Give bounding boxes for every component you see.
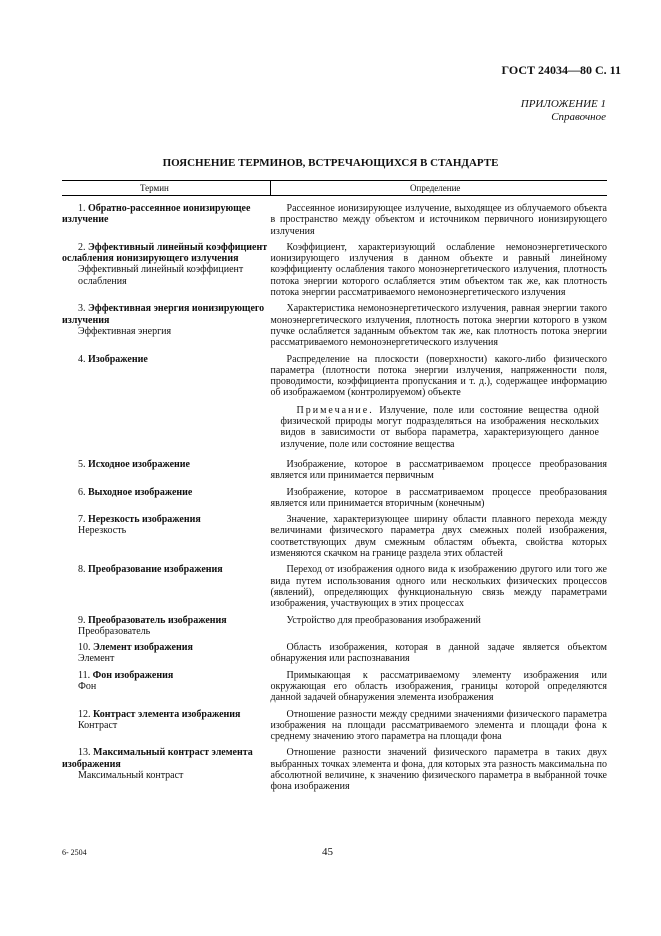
term-main	[62, 747, 271, 770]
term-cell	[62, 237, 271, 298]
term-main	[62, 709, 271, 720]
term-main	[62, 459, 271, 470]
term-short-form: Максимальный контраст	[78, 770, 184, 782]
definition-cell	[271, 742, 607, 792]
term-cell	[62, 742, 271, 792]
definition-text: Переход от изображения одного вида к изображению другого или того же вида путем использования одного или нескольких физических процессов (явлений), определяющих функциональную связь между параметрами изображения, участвующих в этих процессах	[270, 564, 607, 610]
table-row	[62, 610, 607, 638]
term-name: Преобразование изображения	[88, 564, 223, 576]
table-row	[62, 298, 607, 348]
definition-cell	[271, 704, 607, 743]
note-text: Излучение, поле или состояние вещества одной физической природы могут подразделяться на изображения нескольких видов в зависимости от выбора параметра, характеризующего данное излучение, поле или состояние вещества	[280, 404, 600, 450]
term-cell	[62, 454, 271, 482]
term-cell	[62, 610, 271, 638]
term-name: Эффективный линейный коэффициент ослабления ионизирующего излучения	[62, 241, 268, 265]
definition-cell	[271, 198, 607, 237]
table-row	[62, 482, 607, 510]
definition-cell	[271, 610, 607, 638]
definition-cell	[271, 509, 607, 559]
term-number: 6.	[78, 486, 86, 498]
definition-text: Примыкающая к рассматриваемому элементу изображения или окружающая его область изображения, границы которой определяются данной задачей обнаружения элемента изображения	[270, 669, 607, 704]
term-number: 12.	[78, 708, 91, 720]
definition-text: Изображение, которое в рассматриваемом процессе преобразования является или принимается вторичным (конечным)	[270, 486, 607, 509]
definition-text: Рассеянное ионизирующее излучение, выходящее из облучаемого объекта в пространство между объектом и источником первичного ионизирующего излучения	[270, 203, 607, 237]
table-row	[62, 198, 607, 237]
term-cell	[62, 198, 271, 237]
term-number: 7.	[78, 514, 86, 526]
definition-text: Отношение разности значений физического параметра в таких двух выбранных точках элемента и фона, для которых эта разность максимальна по абсолютной величине, к значению физического параметра в выбранной точке фона изображения	[270, 747, 607, 793]
definition-text: Значение, характеризующее ширину области плавного перехода между величинами физического параметра двух смежных полей изображения, соответствующих двум смежным областям объекта, свойства которых изменяются скачком на границе раздела этих областей	[270, 514, 607, 560]
table-row	[62, 665, 607, 704]
term-main	[62, 354, 271, 365]
term-name: Фон изображения	[92, 669, 174, 681]
definition-text: Распределение на плоскости (поверхности) какого-либо физического параметра (плотности потока энергии излучения, напряженности поля, проводимости, коэффициента пропускания и т. д.), содержащее информацию об изображаемом (контролируемом) объекте	[270, 353, 607, 399]
print-code: 6- 2504	[62, 848, 87, 857]
term-short-form: Нерезкость	[78, 525, 127, 537]
term-main	[62, 487, 271, 498]
table-row	[62, 742, 607, 792]
column-header-term: Термин	[140, 183, 169, 193]
definition-text: Устройство для преобразования изображений	[286, 614, 481, 626]
term-main	[62, 514, 271, 525]
definition-text: Характеристика немоноэнергетического излучения, равная энергии такого моноэнергетического излучения, плотность потока энергии которого в узком пучке ослабляется заданным объектом так же, как плотность потока энергии рассматриваемого немоноэнергетического излучения	[270, 303, 607, 349]
term-number: 5.	[78, 458, 86, 470]
table-top-rule	[62, 180, 607, 181]
term-name: Обратно-рассеянное ионизирующее излучение	[62, 203, 251, 226]
definition-cell	[271, 237, 607, 298]
definition-text: Изображение, которое в рассматриваемом процессе преобразования является или принимается первичным	[270, 458, 607, 482]
term-cell	[62, 349, 271, 454]
table-row	[62, 637, 607, 665]
term-cell	[62, 509, 271, 559]
term-name: Преобразователь изображения	[88, 614, 227, 626]
column-divider	[270, 181, 271, 195]
term-name: Элемент изображения	[93, 642, 193, 654]
term-short-form: Элемент	[78, 653, 115, 665]
definition-cell	[271, 349, 607, 454]
term-number: 8.	[78, 564, 86, 576]
term-cell	[62, 665, 271, 704]
definition-cell	[271, 665, 607, 704]
term-short-form: Эффективная энергия	[78, 325, 172, 337]
term-main	[62, 303, 271, 326]
appendix-block	[521, 98, 606, 124]
term-short-form: Преобразователь	[78, 625, 151, 637]
table-row	[62, 509, 607, 559]
definition-cell	[271, 482, 607, 510]
term-name: Выходное изображение	[88, 486, 193, 498]
term-name: Максимальный контраст элемента изображения	[62, 747, 253, 770]
term-number: 9.	[78, 614, 86, 626]
table-header-rule	[62, 195, 607, 196]
definition-note	[271, 399, 607, 454]
term-cell	[62, 637, 271, 665]
appendix-type: Справочное	[551, 111, 606, 123]
table-row	[62, 704, 607, 743]
term-cell	[62, 704, 271, 743]
term-name: Нерезкость изображения	[88, 514, 201, 526]
term-main	[62, 642, 271, 653]
term-main	[62, 242, 271, 265]
term-number: 13.	[78, 747, 91, 759]
terms-table	[62, 198, 607, 793]
table-row	[62, 559, 607, 609]
table-row	[62, 237, 607, 298]
definition-cell	[271, 559, 607, 609]
appendix-label: ПРИЛОЖЕНИЕ 1	[520, 98, 606, 110]
definition-cell	[271, 637, 607, 665]
definition-text: Коэффициент, характеризующий ослабление немоноэнергетического ионизирующего излучения в данном объекте и равный линейному коэффициенту ослабления такого моноэнергетического излучения, плотность потока энергии которого ослабляется этим объектом так же, как плотность потока энергии рассматриваемого немоноэнергетического излучения	[270, 241, 607, 299]
definition-text: Отношение разности между средними значениями физического параметра изображения на площади рассматриваемого элемента и площади фона к среднему значению этого параметра на площади фона	[270, 708, 607, 743]
term-short-form: Эффективный линейный коэффициент ослабления	[78, 264, 244, 287]
table-row	[62, 349, 607, 454]
term-cell	[62, 298, 271, 348]
document-number: ГОСТ 24034—80 С. 11	[501, 63, 621, 77]
term-number: 10.	[78, 642, 91, 654]
term-number: 3.	[78, 303, 86, 315]
term-cell	[62, 559, 271, 609]
definition-text: Область изображения, которая в данной задаче является объектом обнаружения или распознавания	[270, 642, 607, 665]
definition-cell	[271, 454, 607, 482]
page-title: ПОЯСНЕНИЕ ТЕРМИНОВ, ВСТРЕЧАЮЩИХСЯ В СТАНДАРТЕ	[162, 157, 499, 169]
term-name: Изображение	[88, 353, 148, 365]
term-main	[62, 564, 271, 575]
term-number: 1.	[78, 203, 86, 214]
term-main	[62, 670, 271, 681]
term-number: 11.	[78, 669, 91, 681]
definition-cell	[271, 298, 607, 348]
page-number: 45	[322, 846, 333, 858]
column-header-definition: Определение	[410, 183, 461, 193]
term-short-form: Фон	[78, 680, 97, 692]
term-number: 2.	[78, 241, 86, 253]
note-label: Примечание.	[296, 404, 374, 416]
table-row	[62, 454, 607, 482]
term-short-form: Контраст	[78, 719, 118, 731]
term-number: 4.	[78, 353, 86, 365]
term-name: Эффективная энергия ионизирующего излучения	[62, 303, 265, 326]
term-main	[62, 615, 271, 626]
term-cell	[62, 482, 271, 510]
term-name: Контраст элемента изображения	[93, 708, 241, 720]
term-main	[62, 203, 271, 226]
term-name: Исходное изображение	[88, 458, 190, 470]
